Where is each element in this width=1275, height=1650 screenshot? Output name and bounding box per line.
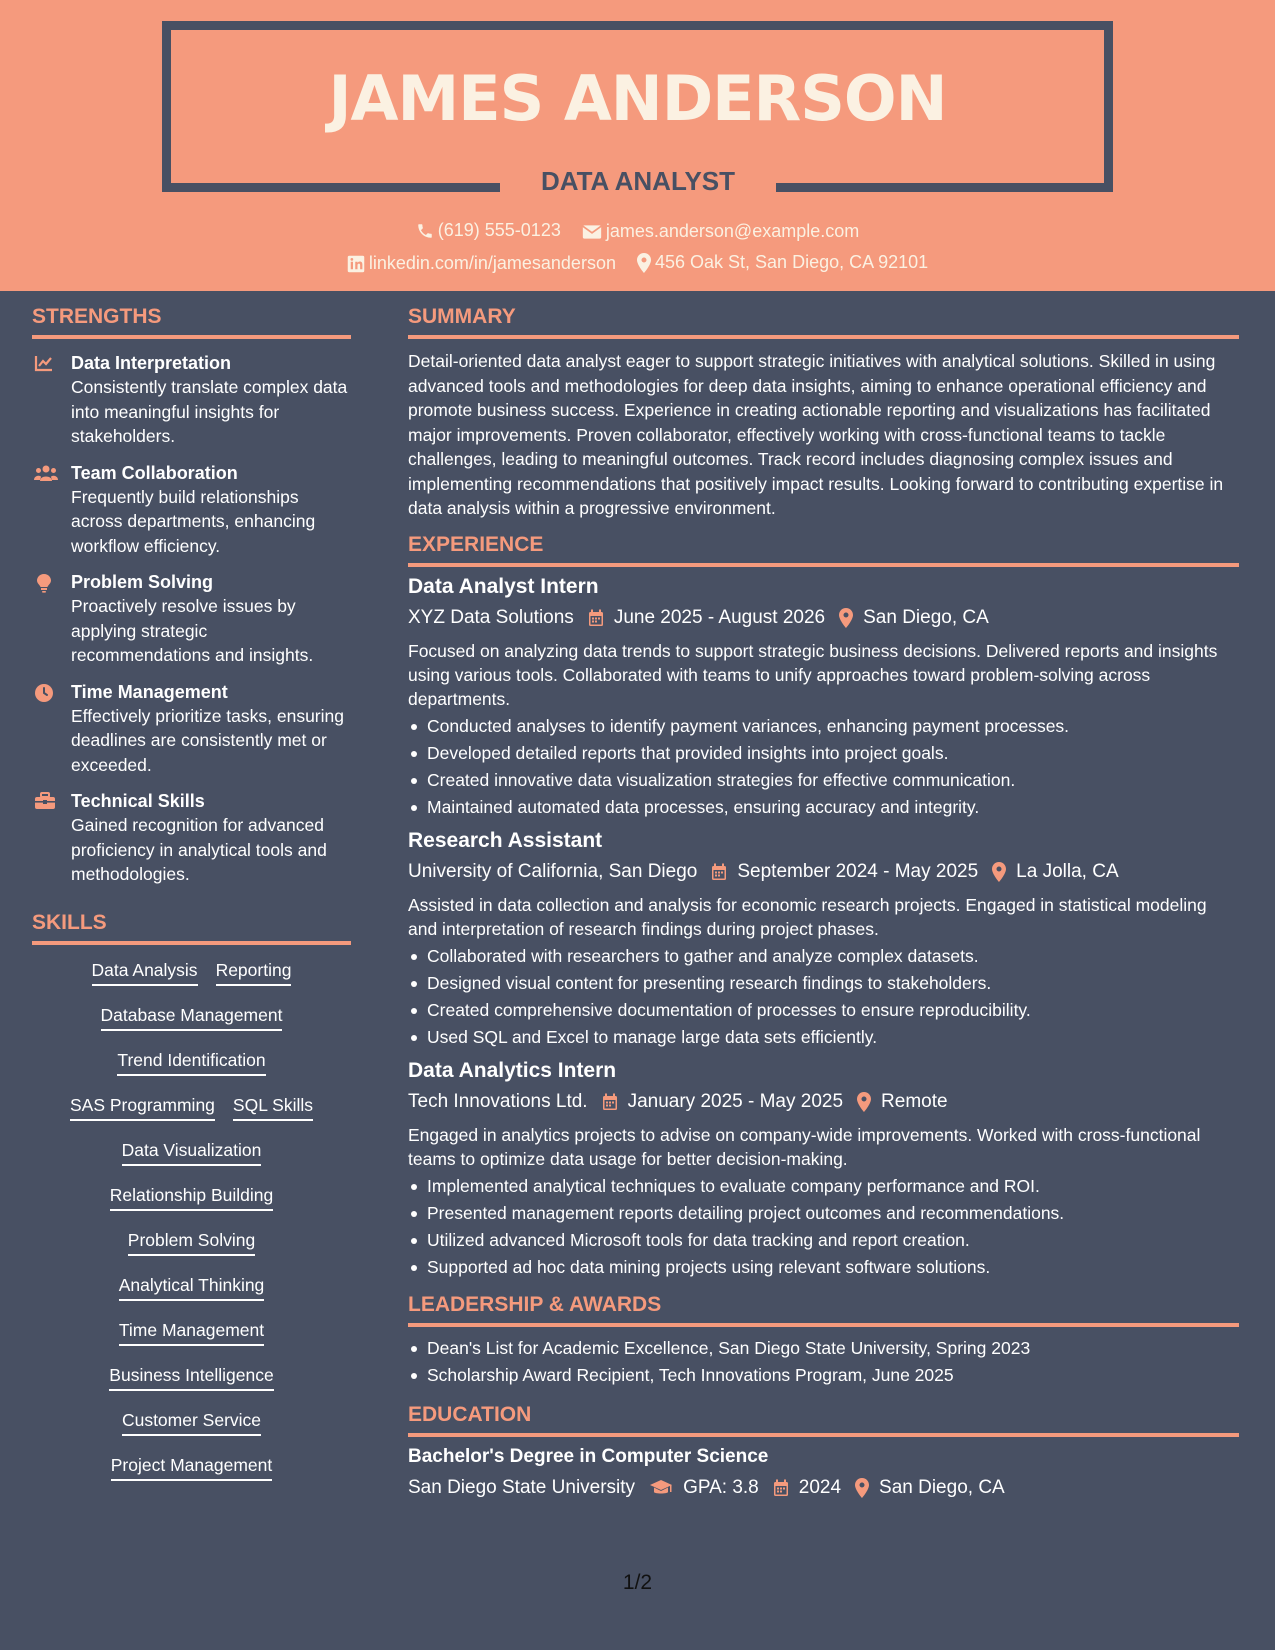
education-location: San Diego, CA	[879, 1476, 1005, 1498]
strength-item	[32, 351, 351, 449]
graduation-year: 2024	[798, 1476, 842, 1498]
strength-item	[32, 570, 351, 668]
skills-heading: SKILLS	[32, 911, 351, 945]
company: Tech Innovations Ltd.	[408, 1090, 588, 1112]
summary-text: Detail-oriented data analyst eager to support strategic initiatives with analytical solutions. Skilled in using advanced tools and methodologies for deep data insights, aiming to enhance operational efficiency and promote business success. Experience in creating actionable reporting and visualizations has facilitated major improvements. Proven collaborator, effectively working with cross-functional teams to tackle challenges, leading to meaningful outcomes. Track record includes diagnosing complex issues and implementing recommendations that positively impact results. Looking forward to contributing expertise in data analysis within a progressive environment.	[408, 351, 1224, 518]
linkedin-text: linkedin.com/in/jamesanderson	[368, 253, 616, 273]
skill-tag: Data Analysis	[92, 959, 198, 986]
clock-icon	[34, 683, 54, 703]
users-icon	[34, 464, 58, 482]
strength-title: Technical Skills	[71, 791, 205, 811]
linkedin[interactable]	[347, 253, 616, 274]
skill-tag: Relationship Building	[110, 1184, 273, 1211]
job-title: Research Assistant	[408, 828, 603, 852]
list-item: Collaborated with researchers to gather and analyze complex datasets.	[408, 943, 1239, 970]
list-item: Used SQL and Excel to manage large data sets efficiently.	[408, 1024, 1239, 1051]
map-pin-icon	[839, 608, 853, 628]
strength-desc: Consistently translate complex data into meaningful insights for stakeholders.	[71, 377, 348, 446]
list-item: Maintained automated data processes, ensuring accuracy and integrity.	[408, 794, 1239, 821]
email[interactable]	[582, 221, 859, 242]
strength-desc: Gained recognition for advanced proficiency in analytical tools and methodologies.	[71, 815, 327, 884]
list-item: Supported ad hoc data mining projects using relevant software solutions.	[408, 1254, 1239, 1281]
list-item: Created comprehensive documentation of processes to ensure reproducibility.	[408, 997, 1239, 1024]
education-heading: EDUCATION	[408, 1403, 1239, 1437]
job-entry	[408, 1057, 1239, 1281]
company: University of California, San Diego	[408, 860, 698, 882]
chart-line-icon	[34, 354, 54, 372]
graduation-cap-icon	[649, 1479, 673, 1497]
job-title: Data Analyst Intern	[408, 574, 599, 598]
awards-heading: LEADERSHIP & AWARDS	[408, 1293, 1239, 1327]
skill-tag: Database Management	[101, 1004, 283, 1031]
skill-tag: Problem Solving	[128, 1229, 255, 1256]
strength-title: Time Management	[71, 681, 228, 702]
calendar-icon	[602, 1093, 618, 1111]
header-banner	[0, 0, 1275, 291]
contact-line-1	[0, 220, 1275, 245]
calendar-icon	[588, 609, 604, 627]
phone-icon	[416, 222, 434, 240]
job-entry	[408, 827, 1239, 1051]
linkedin-icon	[347, 255, 365, 273]
list-item: Scholarship Award Recipient, Tech Innovations Program, June 2025	[408, 1362, 1239, 1389]
skill-tag: Analytical Thinking	[119, 1274, 265, 1301]
list-item: Utilized advanced Microsoft tools for data tracking and report creation.	[408, 1227, 1239, 1254]
calendar-icon	[773, 1479, 789, 1497]
email-text: james.anderson@example.com	[605, 221, 860, 241]
skill-tag: Data Visualization	[122, 1139, 262, 1166]
skill-tag: Reporting	[216, 959, 292, 986]
contact-line-2	[0, 252, 1275, 278]
map-pin-icon	[857, 1092, 871, 1112]
address-text: 456 Oak St, San Diego, CA 92101	[654, 252, 929, 272]
awards-list	[408, 1335, 1239, 1389]
job-meta	[408, 603, 1239, 633]
education-meta	[408, 1473, 1239, 1503]
list-item: Dean's List for Academic Excellence, San Diego State University, Spring 2023	[408, 1335, 1239, 1362]
job-meta	[408, 857, 1239, 887]
skill-tag: SQL Skills	[233, 1094, 313, 1121]
phone[interactable]	[416, 220, 561, 241]
job-description: Focused on analyzing data trends to support strategic business decisions. Delivered reports and insights using various tools. Collaborated with teams to unify approaches toward problem-solving across departments.	[408, 640, 1218, 709]
job-meta	[408, 1087, 1239, 1117]
map-pin-icon	[992, 862, 1006, 882]
job-entry	[408, 573, 1239, 821]
job-dates: June 2025 - August 2026	[613, 606, 826, 628]
job-bullets	[408, 1173, 1239, 1281]
address	[637, 252, 928, 273]
degree: Bachelor's Degree in Computer Science	[408, 1445, 769, 1467]
calendar-icon	[711, 863, 727, 881]
job-bullets	[408, 943, 1239, 1051]
strengths-heading: STRENGTHS	[32, 305, 351, 339]
job-title: Data Analytics Intern	[408, 1058, 617, 1082]
strength-desc: Proactively resolve issues by applying strategic recommendations and insights.	[71, 596, 314, 665]
list-item: Implemented analytical techniques to evaluate company performance and ROI.	[408, 1173, 1239, 1200]
job-location: San Diego, CA	[863, 606, 989, 628]
summary-heading: SUMMARY	[408, 305, 1239, 339]
skill-tag: Time Management	[119, 1319, 264, 1346]
list-item: Conducted analyses to identify payment variances, enhancing payment processes.	[408, 713, 1239, 740]
list-item: Presented management reports detailing project outcomes and recommendations.	[408, 1200, 1239, 1227]
skill-tag: SAS Programming	[70, 1094, 215, 1121]
skill-tag: Trend Identification	[117, 1049, 265, 1076]
job-dates: January 2025 - May 2025	[627, 1090, 844, 1112]
job-description: Engaged in analytics projects to advise on company-wide improvements. Worked with cross-functional teams to optimize data usage for better decision-making.	[408, 1124, 1201, 1169]
job-bullets	[408, 713, 1239, 821]
job-description: Assisted in data collection and analysis for economic research projects. Engaged in statistical modeling and interpretation of research findings during project phases.	[408, 894, 1207, 939]
job-location: Remote	[881, 1090, 948, 1112]
strength-desc: Frequently build relationships across departments, enhancing workflow efficiency.	[71, 486, 316, 556]
skill-tag: Business Intelligence	[109, 1364, 273, 1391]
page-number: 1/2	[622, 1571, 653, 1594]
job-role: DATA ANALYST	[540, 166, 736, 196]
right-column	[408, 291, 1239, 1503]
map-pin-icon	[855, 1478, 869, 1498]
list-item: Created innovative data visualization strategies for effective communication.	[408, 767, 1239, 794]
skills-list	[32, 945, 351, 1481]
strength-title: Team Collaboration	[71, 462, 238, 483]
strength-item	[32, 461, 351, 559]
job-location: La Jolla, CA	[1016, 860, 1119, 882]
envelope-icon	[582, 224, 602, 240]
lightbulb-icon	[34, 573, 54, 593]
school: San Diego State University	[408, 1476, 636, 1498]
map-pin-icon	[637, 253, 651, 273]
experience-heading: EXPERIENCE	[408, 533, 1239, 567]
phone-text: (619) 555-0123	[437, 220, 561, 240]
job-dates: September 2024 - May 2025	[737, 860, 979, 882]
list-item: Designed visual content for presenting research findings to stakeholders.	[408, 970, 1239, 997]
strength-title: Problem Solving	[71, 572, 214, 592]
strength-item	[32, 789, 351, 887]
strength-item	[32, 680, 351, 778]
toolbox-icon	[34, 792, 56, 810]
skill-tag: Project Management	[111, 1454, 272, 1481]
strength-title: Data Interpretation	[71, 353, 232, 373]
gpa: GPA: 3.8	[683, 1476, 759, 1498]
left-column	[32, 291, 351, 1499]
skill-tag: Customer Service	[122, 1409, 261, 1436]
list-item: Developed detailed reports that provided insights into project goals.	[408, 740, 1239, 767]
strength-desc: Effectively prioritize tasks, ensuring deadlines are consistently met or exceeded.	[71, 705, 344, 775]
company: XYZ Data Solutions	[408, 606, 574, 628]
candidate-name: JAMES ANDERSON	[328, 62, 947, 135]
